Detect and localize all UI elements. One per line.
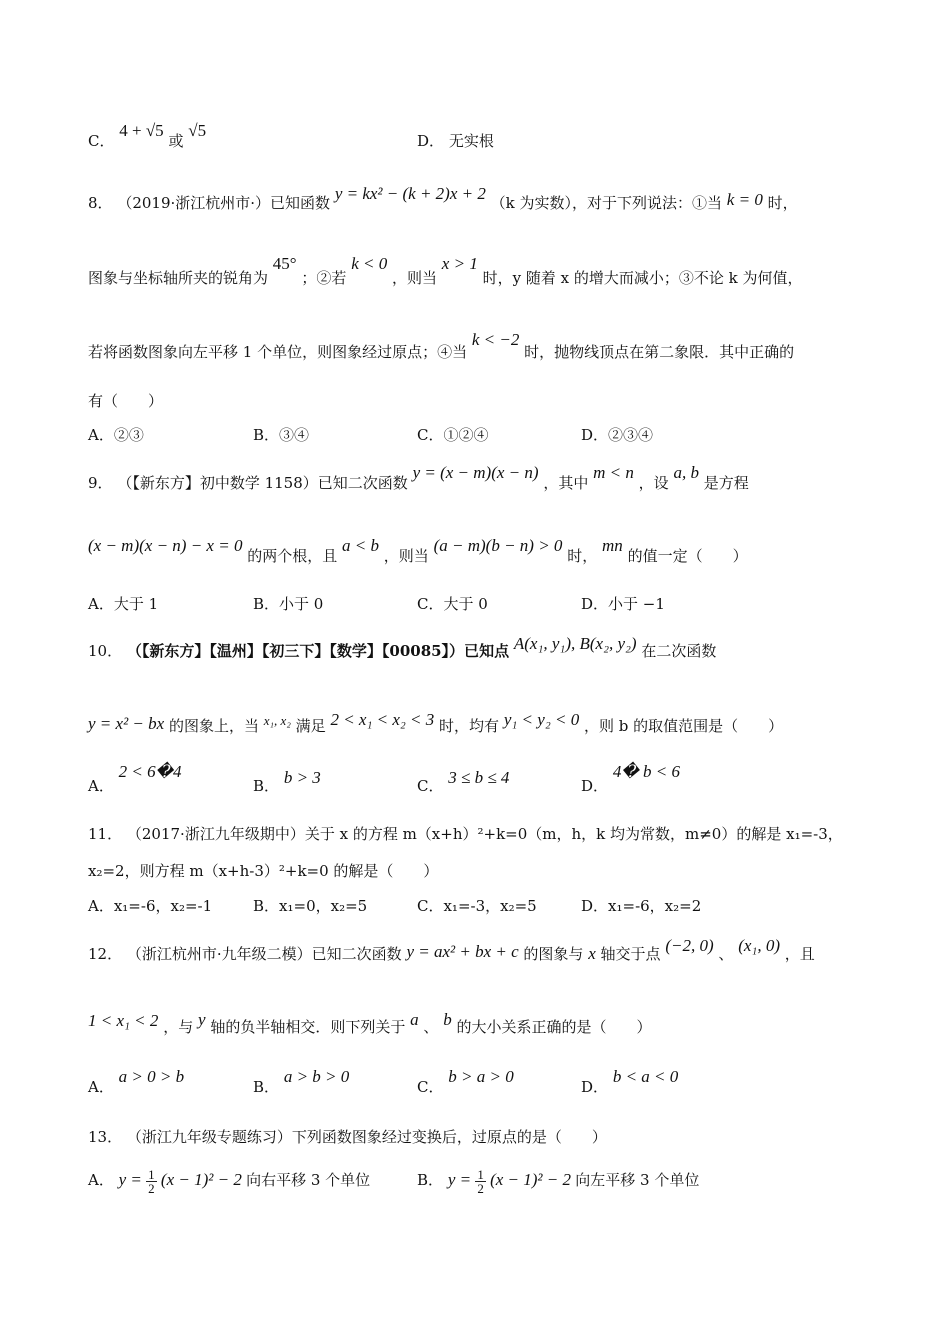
math-expression: k = 0: [726, 190, 763, 209]
question-text: 、: [423, 1018, 439, 1036]
question-text: ，则当: [383, 547, 429, 565]
option-label: A．: [88, 1171, 114, 1189]
math-expression: x₁, x₂: [263, 713, 291, 728]
option-text: 向左平移 3 个单位: [575, 1171, 700, 1189]
math-expression: 1 < x₁ < 2: [88, 1011, 159, 1030]
func-rhs: (x − 1)² − 2: [160, 1170, 242, 1189]
fraction-denominator: 2: [477, 1180, 484, 1196]
question-text: 时，均有: [439, 717, 500, 735]
math-expression: 4 + √5: [119, 121, 164, 140]
math-expression: m < n: [593, 463, 634, 482]
question-number: 13．: [88, 1128, 123, 1146]
option-label: D．: [417, 132, 445, 150]
func-lhs: y =: [118, 1170, 142, 1189]
question-text: 在二次函数: [641, 642, 717, 660]
q12-option-b[interactable]: [253, 1067, 350, 1097]
question-text: 的值一定（ ）: [627, 547, 748, 565]
math-expression: y = x² − bx: [88, 714, 165, 733]
question-text: 时，抛物线顶点在第二象限．其中正确的: [524, 343, 795, 361]
q10-option-c[interactable]: [417, 768, 510, 796]
q8-option-d[interactable]: D．②③④: [581, 426, 654, 444]
q10-line2: [88, 710, 784, 737]
question-text: ，且: [784, 945, 815, 963]
q11-line2: x₂=2，则方程 m（x+h-3）²+k=0 的解是（ ）: [88, 862, 439, 880]
question-source: （2019·浙江杭州市·）已知函数: [117, 194, 331, 212]
math-expression: b < a < 0: [612, 1067, 679, 1086]
q9-option-b[interactable]: B．小于 0: [253, 595, 324, 613]
math-variable: a: [410, 1010, 419, 1029]
math-expression: A(x₁, y₁), B(x₂, y₂): [513, 634, 637, 653]
math-expression: [118, 1166, 246, 1196]
question-source: （【新东方】初中数学 1158）已知二次函数: [117, 474, 408, 492]
q11-option-a[interactable]: A．x₁=-6，x₂=-1: [88, 897, 213, 915]
option-text: 或: [168, 132, 184, 150]
fraction-denominator: 2: [148, 1180, 155, 1196]
option-label: A．: [88, 777, 114, 795]
math-expression: a > b > 0: [283, 1067, 350, 1086]
question-source: （浙江杭州市·九年级二模）已知二次函数: [126, 945, 402, 963]
q13-option-a[interactable]: [88, 1164, 370, 1196]
fraction-numerator: 1: [148, 1166, 155, 1182]
q10-option-a[interactable]: [88, 762, 182, 796]
question-source: （【新东方】【温州】【初三下】【数学】【00085】）已知点: [126, 642, 510, 660]
question-text: （2017·浙江九年级期中）关于 x 的方程 m（x+h）²+k=0（m，h，k 均为常数，m≠0）的解是 x₁=-3，: [126, 825, 843, 843]
option-label: B．: [417, 1171, 444, 1189]
math-expression: k < −2: [471, 330, 520, 349]
math-expression: a < b: [342, 536, 380, 555]
question-text: 时，: [767, 194, 798, 212]
fraction-numerator: 1: [477, 1166, 484, 1182]
math-variable: y: [197, 1010, 206, 1029]
q12-line2: [88, 1010, 652, 1037]
math-expression: a, b: [673, 463, 699, 482]
q13-line1: [88, 1127, 607, 1147]
q9-option-a[interactable]: A．大于 1: [88, 595, 159, 613]
math-expression: (x₁, 0): [738, 936, 780, 955]
q8-line4: 有（ ）: [88, 392, 164, 410]
math-expression: 45°: [272, 254, 297, 273]
question-text: 时，: [567, 547, 598, 565]
question-number: 8．: [88, 194, 113, 212]
question-text: 的图象上，当: [168, 717, 259, 735]
q10-line1: [88, 634, 717, 661]
option-text: 无实根: [448, 132, 494, 150]
math-expression: y = (x − m)(x − n): [412, 463, 539, 482]
q12-option-d[interactable]: [581, 1067, 679, 1097]
q9-line2: [88, 536, 748, 566]
q12-option-c[interactable]: [417, 1067, 514, 1097]
q12-line1: [88, 936, 815, 964]
question-text: 的大小关系正确的是（ ）: [456, 1018, 652, 1036]
option-label: C．: [88, 132, 115, 150]
q8-option-b[interactable]: B．③④: [253, 426, 310, 444]
q10-option-d[interactable]: [581, 762, 680, 796]
question-text: ，则 b 的取值范围是（ ）: [583, 717, 784, 735]
func-rhs: (x − 1)² − 2: [490, 1170, 572, 1189]
math-expression: (−2, 0): [665, 936, 714, 955]
math-expression: 3 ≤ b ≤ 4: [448, 768, 510, 787]
option-label: C．: [417, 1078, 444, 1096]
question-number: 9．: [88, 474, 113, 492]
q11-option-b[interactable]: B．x₁=0，x₂=5: [253, 897, 368, 915]
q8-line1: [88, 184, 798, 213]
math-expression: k < 0: [351, 254, 388, 273]
fraction: [146, 1168, 157, 1195]
q8-line3: [88, 330, 795, 362]
math-expression: y = ax² + bx + c: [406, 942, 519, 961]
question-number: 12．: [88, 945, 123, 963]
option-label: A．: [88, 1078, 114, 1096]
q9-option-d[interactable]: D．小于 −1: [581, 595, 665, 613]
q11-option-c[interactable]: C．x₁=-3，x₂=5: [417, 897, 537, 915]
question-text: （k 为实数），对于下列说法：①当: [490, 194, 723, 212]
q10-option-b[interactable]: [253, 768, 321, 796]
q8-option-a[interactable]: A．②③: [88, 426, 144, 444]
q13-option-b[interactable]: [417, 1164, 699, 1196]
math-expression: 4� b < 6: [612, 762, 680, 781]
question-text: 是方程: [703, 474, 749, 492]
math-expression: 2 < 6�4: [118, 762, 182, 781]
math-expression: y = kx² − (k + 2)x + 2: [334, 184, 486, 203]
question-text: 若将函数图象向左平移 1 个单位，则图象经过原点；④当: [88, 343, 468, 361]
question-text: 、: [718, 945, 734, 963]
q8-option-c[interactable]: C．①②④: [417, 426, 489, 444]
option-label: D．: [581, 777, 609, 795]
question-source: （浙江九年级专题练习）下列函数图象经过变换后，过原点的是（ ）: [126, 1128, 607, 1146]
option-text: 向右平移 3 个单位: [246, 1171, 371, 1189]
q7-option-d[interactable]: [417, 131, 494, 151]
question-number: 11．: [88, 825, 123, 843]
question-number: 10．: [88, 642, 123, 660]
option-label: C．: [417, 777, 444, 795]
q11-line1: [88, 824, 843, 844]
question-text: ，设: [638, 474, 669, 492]
math-expression: a > 0 > b: [118, 1067, 185, 1086]
question-text: ；②若: [301, 269, 347, 287]
question-text: 的图象与: [523, 945, 584, 963]
question-text: ，与: [163, 1018, 194, 1036]
func-lhs: y =: [447, 1170, 472, 1189]
question-text: 的两个根，且: [247, 547, 338, 565]
math-expression: (x − m)(x − n) − x = 0: [88, 536, 243, 555]
question-text: ，则当: [392, 269, 438, 287]
q12-option-a[interactable]: [88, 1067, 185, 1097]
question-text: 时，y 随着 x 的增大而减小；③不论 k 为何值，: [482, 269, 803, 287]
math-expression: x > 1: [441, 254, 478, 273]
math-expression: [447, 1166, 575, 1196]
q7-option-c[interactable]: [88, 121, 207, 151]
fraction: [475, 1168, 486, 1195]
option-label: B．: [253, 1078, 280, 1096]
math-variable: b: [443, 1010, 452, 1029]
math-expression: y₁ < y₂ < 0: [503, 710, 580, 729]
q11-option-d[interactable]: D．x₁=-6，x₂=2: [581, 897, 702, 915]
math-variable: x: [588, 944, 596, 963]
q9-option-c[interactable]: C．大于 0: [417, 595, 488, 613]
question-text: 轴的负半轴相交．则下列关于: [210, 1018, 406, 1036]
option-label: D．: [581, 1078, 609, 1096]
math-expression: (a − m)(b − n) > 0: [433, 536, 563, 555]
math-expression: mn: [602, 536, 623, 555]
question-text: 轴交于点: [600, 945, 661, 963]
option-label: B．: [253, 777, 280, 795]
question-text: 图象与坐标轴所夹的锐角为: [88, 269, 269, 287]
question-text: 满足: [295, 717, 326, 735]
question-text: ，其中: [543, 474, 589, 492]
math-expression: 2 < x₁ < x₂ < 3: [330, 710, 435, 729]
q9-line1: [88, 463, 749, 493]
math-expression: b > a > 0: [448, 1067, 514, 1086]
q8-line2: [88, 254, 803, 288]
math-expression: b > 3: [283, 768, 321, 787]
math-expression: √5: [188, 121, 207, 140]
